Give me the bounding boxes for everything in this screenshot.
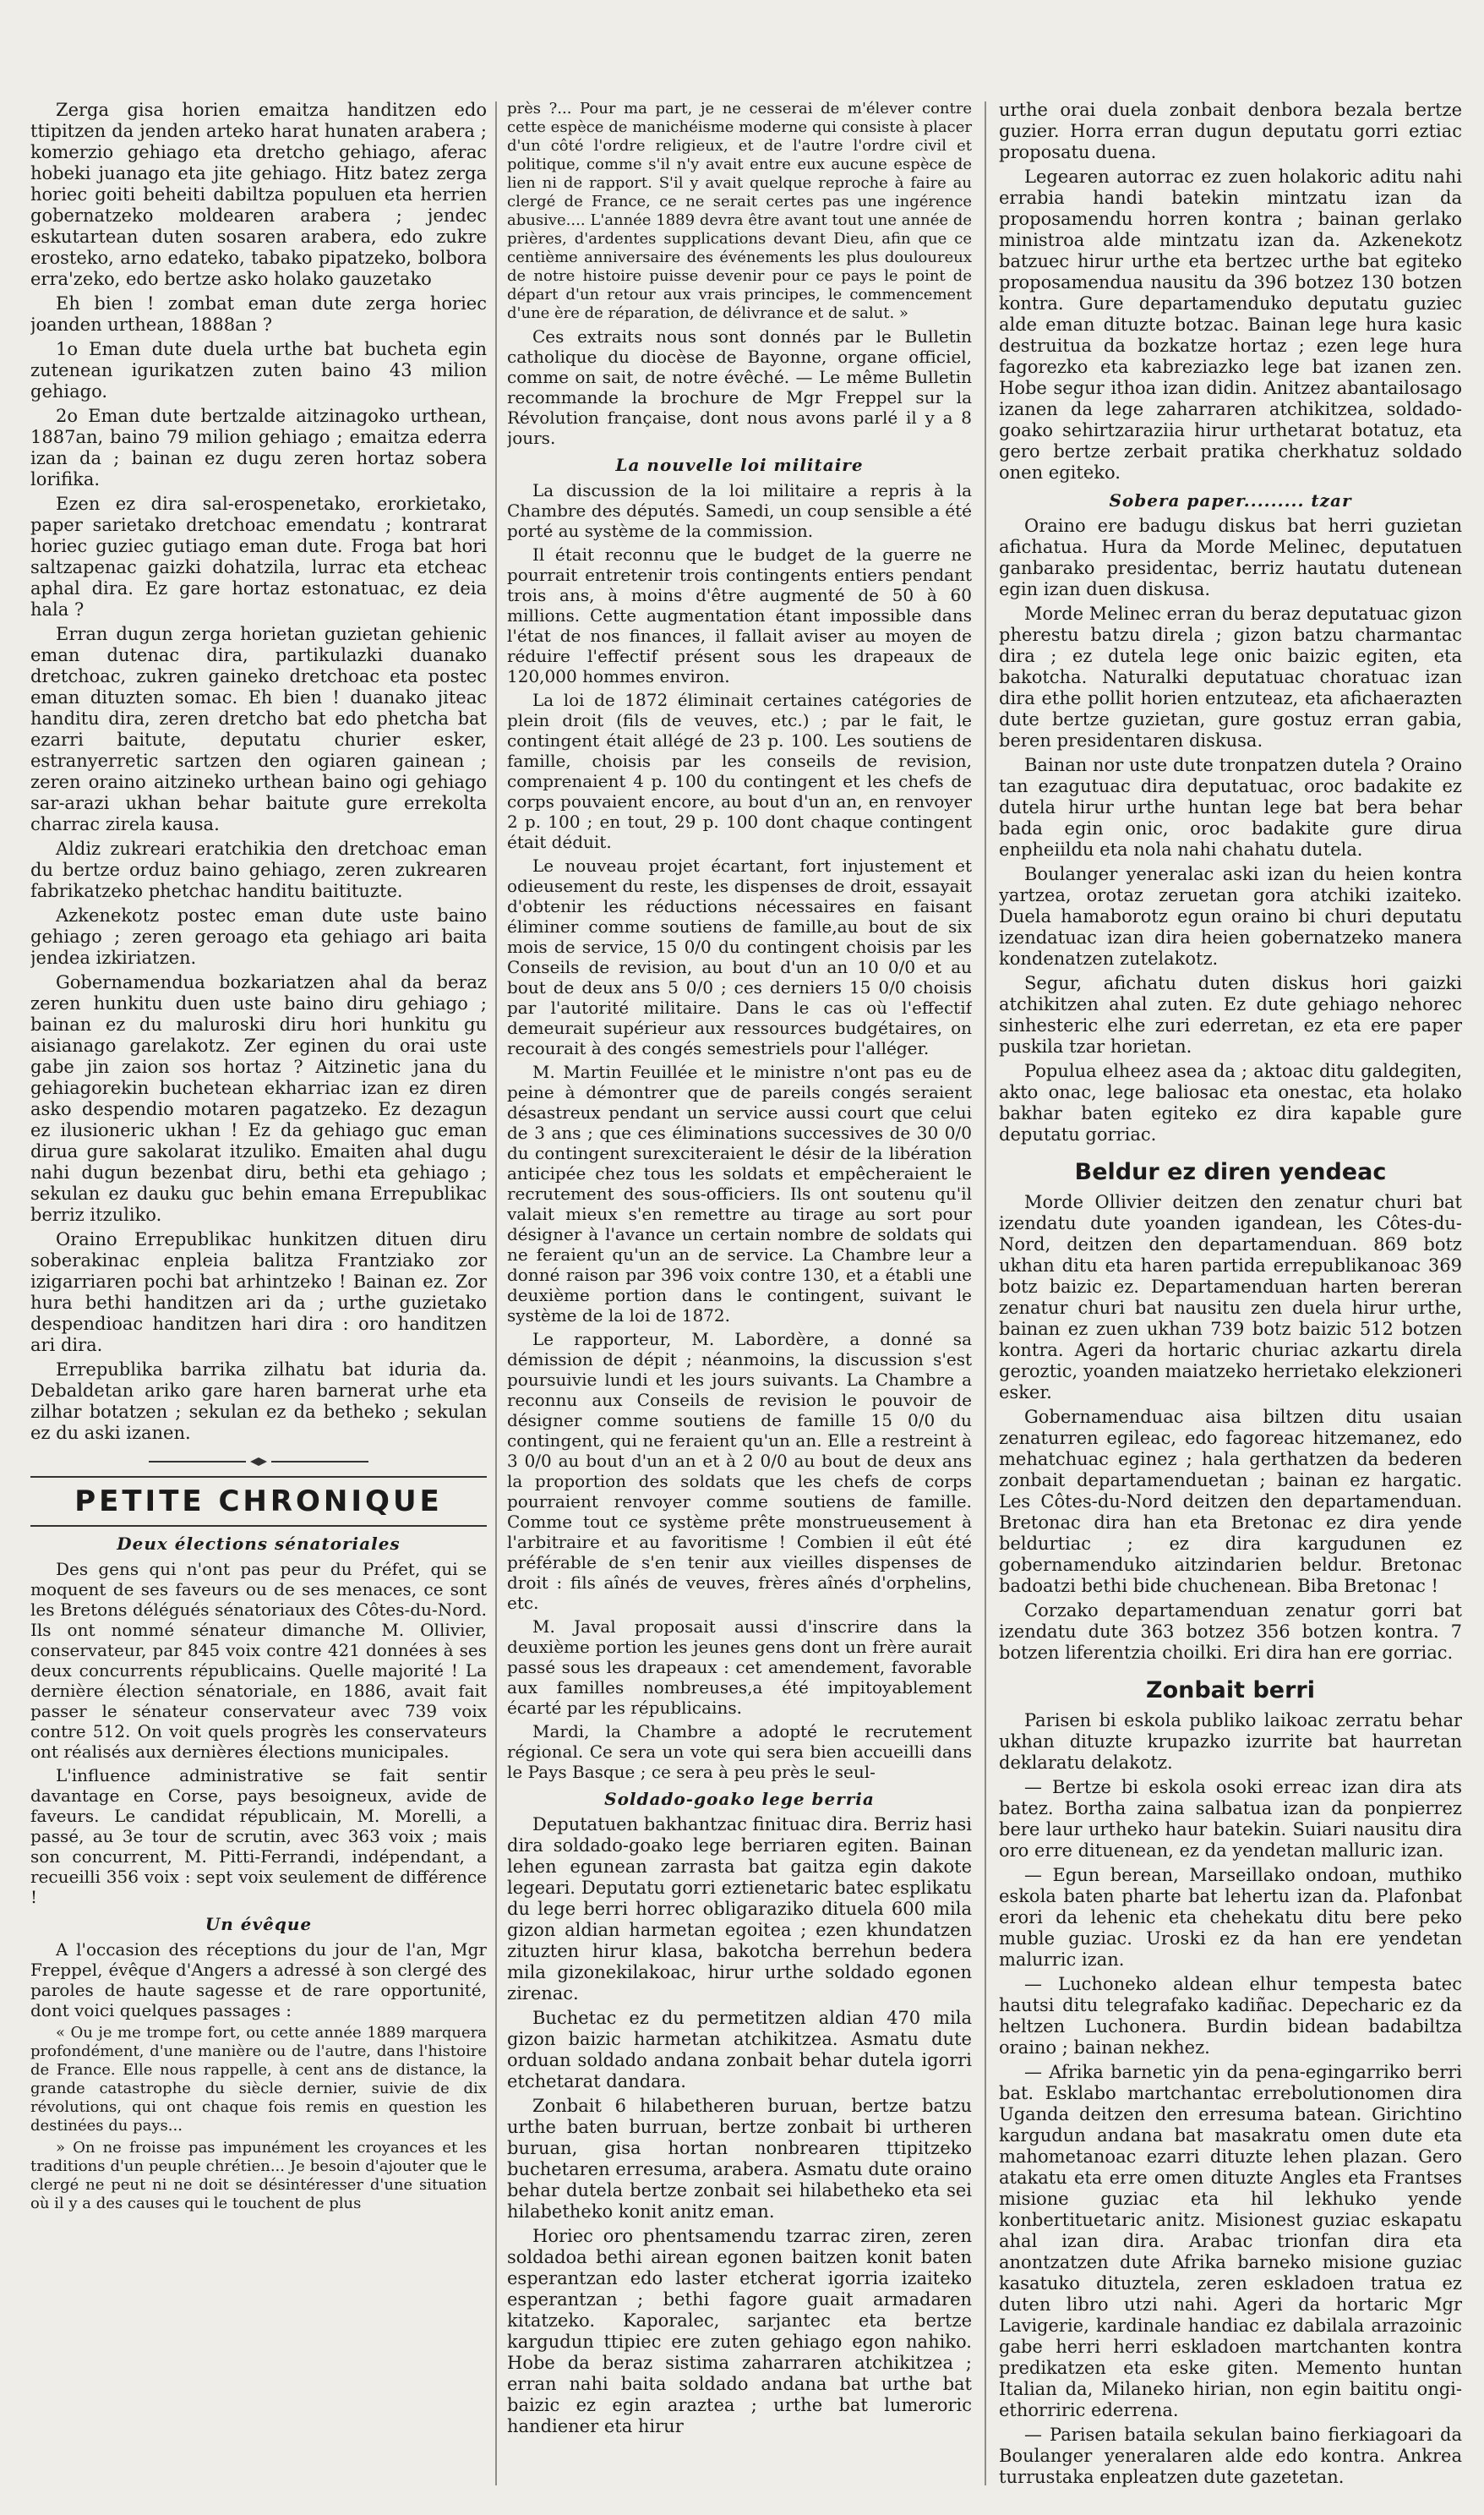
article-continuation [999,100,1462,484]
paragraph: — Bertze bi eskola osoki erreac izan dira ats batez. Bortha zaina salbatua izan da ponpierrez bere laur urtheko haur batekin. Suiari nausitu dira oro erre dituenean, ez da yendetan malluric izan. [999,1777,1462,1861]
paragraph: Eh bien ! zombat eman dute zerga horiec joanden urthean, 1888an ? [30,293,487,335]
paragraph: Segur, afichatu duten diskus hori gaizki atchikitzen ahal zuten. Ez dute gehiago nehorec sinhesteric elhe zuri ederretan, ez eta ere paper puskila tzar horietan. [999,973,1462,1057]
paragraph: Le rapporteur, M. Labordère, a donné sa démission de dépit ; néanmoins, la discussion s'est poursuivie lundi et les jours suivants. La Chambre a reconnu aux Conseils de revision le pouvoir de désigner comme soutiens de famille 15 0/0 du contingent, qui ne feraient qu'un an. Elle a restreint à 3 0/0 au bout d'un an et à 2 0/0 au bout de deux ans la proportion des soldats que les chefs de corps pourraient renvoyer comme soutiens de famille. Comme tout ce système prête monstrueusement à l'arbitraire et au favoritisme ! Combien il eût été préférable de s'en tenir aux vieilles dispenses de droit : fils aînés de veuves, frères aînés d'orphelins, etc. [507,1329,972,1613]
paragraph: Errepublika barrika zilhatu bat iduria da. Debaldetan ariko gare haren barnerat urhe eta zilhar botatzen ; sekulan ez da betheko ; sekulan ez du aski izanen. [30,1359,487,1443]
paragraph: Morde Ollivier deitzen den zenatur churi bat izendatu dute yoanden igandean, les Côtes-du-Nord, deitzen den departamenduan. 869 botz ukhan ditu eta haren partida errepublikanoac 369 botz baizic ez. Departamenduan harten bereran zenatur churi bat nausitu zen duela hirur urthe, bainan ez zuen ukhan 739 botz baizic 512 botzen kontra. Ageri da hortaric churiac azkartu direla geroztic, yoanden maiatzeko herrietako elekzioneri esker. [999,1192,1462,1402]
paragraph: Buchetac ez du permetitzen aldian 470 mila gizon baizic harmetan atchikitzea. Asmatu dute orduan soldado andana zonbait behar dutela igorri etchetarat dandara. [507,2008,972,2091]
paragraph: Erran dugun zerga horietan guzietan gehienic eman dutenac dira, partikulazki duanako dretchoac, zukren gaineko dretchoac eta postec eman dituzten somac. Eh bien ! duanako jiteac handitu dira, zeren dretcho bat edo phetcha bat ezarri baitute, deputatu churier esker, estranyerretic sartzen den ogiaren gainean ; zeren oraino aitzineko urthean baino ogi gehiago sar-arazi ukhan behar baitute gure errekolta charrac zirela kausa. [30,624,487,834]
paragraph: urthe orai duela zonbait denbora bezala bertze guzier. Horra erran dugun deputatu gorri eztiac proposatu duena. [999,100,1462,162]
paragraph: — Parisen bataila sekulan baino fierkiagoari da Boulanger yeneralaren alde edo kontra. Ankrea turrustaka enpleatzen dute gazetetan. [999,2425,1462,2487]
paragraph: Gobernamendua bozkariatzen ahal da beraz zeren hunkitu duen uste baino diru gehiago ; bainan ez du maluroski diru hori hunkitu gu aisianago garelakotz. Zer eginen du orai uste gabe jin zaion sos hortaz ? Aitzinetic jana du gehiagorekin buchetean ekharriac izan ez diren asko despendio motaren pagatzeko. Ez dezagun ez ilusioneric ukhan ! Ez da gehiago guc eman dirua gure sakolarat itzuliko. Emaiten ahal dugu nahi dugun bezenbat diru, bethi eta gehiago ; sekulan ez dauku guc behin emana Errepublikac berriz itzuliko. [30,972,487,1225]
paragraph: Bainan nor uste dute tronpatzen dutela ? Oraino tan ezagutuac dira deputatuac, oroc badakite ez dutela hirur urthe huntan lege bat bera behar bada egin onic, oroc badakite gure dirua enpheiildu eta nola nahi chahatu dutela. [999,755,1462,860]
subheading-un-eveque: Un évêque [205,1914,313,1934]
column-2 [507,100,972,2492]
paragraph: — Luchoneko aldean elhur tempesta batec hautsi ditu telegrafako kadiñac. Depecharic ez da heltzen Luchonera. Burdin bidean badabiltza oraino ; bainan nekhez. [999,1974,1462,2058]
paragraph: Zerga gisa horien emaitza handitzen edo ttipitzen da jenden arteko harat hunaten arabera ; komerzio gehiago eta dretcho gehiago, aferac hobeki juanago eta jite gehiago. Hitz batez zerga horiec goiti beheiti dabiltza populuen eta herrien gobernatzeko moldearen arabera ; jendec eskutartean duten sosaren arabera, edo zukre erosteko, arno edateko, tabako pipatzeko, bolbora erra'zeko, edo bertze asko holako gauzetako [30,100,487,289]
column-1 [30,100,487,2492]
paragraph: La loi de 1872 éliminait certaines catégories de plein droit (fils de veuves, etc.) ; par le fait, le contingent était allégé de 23 p. 100. Les soutiens de famille, choisis par les conseils de revision, comprenaient 4 p. 100 du contingent et les chefs de corps pouvaient encore, au bout d'un an, en renvoyer 2 p. 100 ; en tout, 29 p. 100 dont chaque contingent était déduit. [507,690,972,852]
paragraph: Populua elheez asea da ; aktoac ditu galdegiten, akto onac, lege baliosac eta onestac, eta holako bakhar baten egiteko ez dira kapable gure deputatu gorriac. [999,1061,1462,1145]
subheading-beldur-ez-diren: Beldur ez diren yendeac [1074,1159,1387,1185]
paragraph: Deputatuen bakhantzac finituac dira. Berriz hasi dira soldado-goako lege berriaren egiten. Bainan lehen egunean zarrasta bat gaitza egin dakote legeari. Deputatu gorri eztienetaric batec esplikatu du lege berri horrec obligaraziko dituela 600 mila gizon aldian harmetan egoitea ; ezen khundatzen zituzten hirur klasa, bakotcha berrehun bedera mila gizonekilakoac, hirur urthe soldado egonen zirenac. [507,1814,972,2004]
paragraph: Legearen autorrac ez zuen holakoric aditu nahi errabia handi batekin mintzatu izan da proposamendu horren kontra ; bainan gerlako ministroa alde mintzatu izan da. Azkenekotz batzuec hirur urthe eta bertzec urthe bat egiteko proposamendua nausitu da 396 botzez 130 botzen kontra. Gure departamenduko deputatu guziec alde eman dituzte botzac. Bainan lege hura kasic destruitua da bozkatze hortaz ; ezen lege hura fagorezko eta kabreziazko lege bat izanen zen. Hobe segur ithoa izan didin. Anitzez abantailosago izanen da lege zaharraren atchikitzea, soldado-goako sehirtzaraziia hirur urthetarat botatuz, eta gero bertze zerbait pratika cherkhatuz soldado onen egiteko. [999,167,1462,483]
paragraph: 1o Eman dute duela urthe bat bucheta egin zutenean igurikatzen zuten baino 43 milion gehiago. [30,339,487,402]
article-loi-militaire [507,480,972,1782]
paragraph: L'influence administrative se fait sentir davantage en Corse, pays besoigneux, avide de faveurs. Le candidat républicain, M. Morelli, a passé, au 3e tour de scrutin, avec 363 voix ; mais son concurrent, M. Pitti-Ferrandi, indépendant, a recueilli 356 voix : sept voix seulement de différence ! [30,1765,487,1907]
paragraph: Oraino ere badugu diskus bat herri guzietan afichatua. Hura da Morde Melinec, deputatuen ganbarako presidentac, berriz hautatu dutenean egin izan duen diskusa. [999,516,1462,599]
paragraph: Gobernamenduac aisa biltzen ditu usaian zenaturren egileac, edo fagoreac hitzemanez, edo mehatchuac eginez ; hala gerthatzen da bederen zonbait departamenduetan ; bainan ez hargatic. Les Côtes-du-Nord deitzen den departamenduan. Bretonac dira han eta Bretonac ez dira yende beldurtiac ; ez dira kargudunen ez gobernamenduko aitzindarien beldur. Bretonac badoatzi bethi bide chuchenean. Biba Bretonac ! [999,1407,1462,1596]
paragraph: Zonbait 6 hilabetheren buruan, bertze batzu urthe baten burruan, bertze zonbait bi urtheren buruan, gisa hortan nonbrearen ttipitzeko buchetaren erresuma, arabera. Asmatu dute oraino behar dutela bertze zonbait sei hilabetheko eta sei hilabetheko konit anitz eman. [507,2096,972,2222]
article-beldur-ez-diren [999,1192,1462,1664]
quote-paragraph: près ?... Pour ma part, je ne cesserai de m'élever contre cette espèce de manichéisme moderne qui consiste à placer d'un côté l'ordre religieux, et de l'autre l'ordre civil et politique, comme s'il n'y avait entre eux aucune espèce de lien ni de rapport. S'il y avait quelque reproche à faire au clergé de France, ce ne serait certes pas une ingérence abusive.... L'année 1889 devra être avant tout une année de prières, d'ardentes supplications devant Dieu, afin que ce centième anniversaire des événements les plus douloureux de notre histoire puisse devenir pour ce pays le point de départ d'un retour aux vrais principes, le commencement d'une ère de réparation, de délivrance et de salut. » [507,100,972,322]
paragraph: 2o Eman dute bertzalde aitzinagoko urthean, 1887an, baino 79 milion gehiago ; emaitza ederra izan da ; bainan ez dugu zeren hortaz sobera lorifika. [30,406,487,489]
paragraph: Morde Melinec erran du beraz deputatuac gizon pherestu batzu direla ; gizon batzu charmantac dira ; ez dutela lege onic baizic egiten, eta bakotcha. Naturalki deputatuac choratuac izan dira ethe pollit horien entzuteaz, eta afichaerazten dute bertze guzietan, gure gostuz erran gabia, beren presidentaren diskusa. [999,604,1462,751]
subheading-loi-militaire: La nouvelle loi militaire [615,455,864,475]
column-divider [985,101,986,2485]
paragraph: La discussion de la loi militaire a repris à la Chambre des députés. Samedi, un coup sensible a été porté au système de la commission. [507,480,972,541]
paragraph: Ezen ez dira sal-erospenetako, erorkietako, paper sarietako dretchoac emendatu ; kontrarat horiec guziec gutiago eman dute. Froga bat hori saltzapenac gaizki dohatzila, lurrac eta etcheac aphal dira. Ez gare hortaz estonatuac, ez deia hala ? [30,494,487,620]
paragraph: — Egun berean, Marseillako ondoan, muthiko eskola baten pharte bat lehertu izan da. Plafonbat erori da lehenic eta chehekatu ditu bere peko muble guziac. Uroski ez da han ere yendetan malurric izan. [999,1865,1462,1970]
paragraph: A l'occasion des réceptions du jour de l'an, Mgr Freppel, évêque d'Angers a adressé à son clergé des paroles de haute sagesse et de rare opportunité, dont voici quelques passages : [30,1939,487,2020]
article-zonbait-berri [999,1710,1462,2488]
subheading-sobera-paper: Sobera paper......... tzar [1109,490,1352,511]
paragraph: Il était reconnu que le budget de la guerre ne pourrait entretenir trois contingents entiers pendant trois ans, à moins d'être augmenté de 50 à 60 millions. Cette augmentation étant impossible dans l'état de nos finances, il fallait aviser au moyen de réduire l'effectif présent sous les drapeaux de 120,000 hommes environ. [507,544,972,686]
paragraph: M. Javal proposait aussi d'inscrire dans la deuxième portion les jeunes gens dont un frère aurait passé sous les drapeaux : cet amendement, favorable aux familles nombreuses,a été impitoyablement écarté par les républicains. [507,1616,972,1718]
subheading-soldado-goako: Soldado-goako lege berria [604,1789,875,1809]
paragraph: M. Martin Feuillée et le ministre n'ont pas eu de peine à démontrer que de pareils congés seraient désastreux pendant un service aussi court que celui de 3 ans ; que ces éliminations successives de 30 0/0 du contingent surexciteraient le désir de la libération anticipée chez tous les soldats et empêcheraient le recrutement des sous-officiers. Ils ont soutenu qu'il valait mieux s'en remettre au tirage au sort pour désigner à l'avance un certain nombre de soldats qui ne feraient qu'un an de service. La Chambre leur a donné raison par 396 voix contre 130, et a établi une deuxième portion dans le contingent, suivant le système de la loi de 1872. [507,1062,972,1326]
paragraph: Azkenekotz postec eman dute uste baino gehiago ; zeren geroago eta gehiago ari baita jendea izkiriatzen. [30,905,487,968]
paragraph: Corzako departamenduan zenatur gorri bat izendatu dute 363 botzez 356 botzen kontra. 7 botzen liferentzia choilki. Eri dira han ere gorriac. [999,1600,1462,1663]
paragraph: Des gens qui n'ont pas peur du Préfet, qui se moquent de ses faveurs ou de ses menaces, ce sont les Bretons délégués sénatoriaux des Côtes-du-Nord. Ils ont nommé sénateur dimanche M. Ollivier, conservateur, par 845 voix contre 421 données à ses deux concurrents républicains. Quelle majorité ! La dernière élection sénatoriale, en 1886, avait fait passer le sénateur conservateur avec 739 voix contre 512. On voit quels progrès les conservateurs ont réalisés aux dernières élections municipales. [30,1559,487,1762]
subheading-zonbait-berri: Zonbait berri [1146,1677,1315,1703]
paragraph: Mardi, la Chambre a adopté le recrutement régional. Ce sera un vote qui sera bien accueilli dans le Pays Basque ; ce sera à peu près le seul- [507,1721,972,1782]
paragraph: Horiec oro phentsamendu tzarrac ziren, zeren soldadoa bethi airean egonen baitzen konit baten esperantzan edo laster etcherat igorria izaiteko esperantzan ; bethi fagore guait armadaren kitatzeko. Kaporalec, sarjantec eta bertze kargudun ttipiec ere zuten gehiago egon nahiko. Hobe da beraz sistima zaharraren atchikitzea ; erran nahi baita soldado andana bat urthe bat baizic ez egin araztea ; urthe bat lumeroric handiener eta hirur [507,2226,972,2436]
column-3 [999,100,1462,2492]
section-heading-petite-chronique: PETITE CHRONIQUE [30,1476,487,1527]
paragraph: — Afrika barnetic yin da pena-egingarriko berri bat. Esklabo martchantac errebolutionomen dira Uganda deitzen den erresuma batean. Girichtino kargudun andana bat masakratu omen dute eta mahometanoac ezarri dituzte lehen plazan. Gero atakatu eta erre omen dituzte Angles eta Frantses misione guziac eta hil lekhuko yende konbertituetaric anitz. Misionest guziac eskapatu ahal izan dira. Arabac trionfan dira eta anontzatzen dute Afrika barneko misione guziac kasatuko dituztela, zeren eskladoen tratua ez duten libro utzi nahi. Ageri da hortaric Mgr Lavigerie, kardinale handiac ez dabilala arrazoinic gabe herri herri eskladoen martchanten kontra predikatzen eta eske giten. Memento huntan Italian da, Milaneko hirian, non egin baititu ongi-ethorriric ederrena. [999,2062,1462,2420]
subheading-senatorial-elections: Deux élections sénatoriales [117,1534,401,1554]
paragraph: Le nouveau projet écartant, fort injustement et odieusement du reste, les dispenses de droit, essayait d'obtenir les réductions nécessaires en faisant éliminer comme soutiens de famille,au bout de six mois de service, 15 0/0 du contingent choisis par les Conseils de revision, au bout d'un an 10 0/0 et au bout de deux ans 5 0/0 ; ces derniers 15 0/0 choisis par l'autorité militaire. Dans le cas où l'effectif demeurait supérieur aux ressources budgétaires, on recourait à des congés semestriels pour l'alléger. [507,856,972,1058]
paragraph: Parisen bi eskola publiko laikoac zerratu behar ukhan dituzte krupazko izurrite bat haurretan deklaratu delakotz. [999,1710,1462,1773]
quote-paragraph: » On ne froisse pas impunément les croyances et les traditions d'un peuple chrétien... Je besoin d'ajouter que le clergé ne peut ni ne doit se désintéresser d'une situation où il y a des causes qui le touchent de plus [30,2139,487,2212]
column-divider [495,101,497,2485]
quote-paragraph: « Ou je me trompe fort, ou cette année 1889 marquera profondément, d'une manière ou de l'autre, dans l'histoire de France. Elle nous rappelle, à cent ans de distance, la grande catastrophe du siècle dernier, suivie de dix révolutions, qui ont chaque fois remis en question les destinées du pays... [30,2024,487,2135]
article-soldado-goako [507,1814,972,2437]
article-sobera-paper [999,516,1462,1145]
paragraph: Aldiz zukreari eratchikia den dretchoac eman du bertze orduz baino gehiago, zeren zukrearen fabrikatzeko phetchac handitu baitituzte. [30,839,487,901]
paragraph: Boulanger yeneralac aski izan du heien kontra yartzea, orotaz zeruetan gora atchiki izaiteko. Duela hamaborotz egun oraino bi churi deputatu izendatuac izan dira heien gobernatzeko manera kondenatzen zutelakotz. [999,864,1462,969]
basque-article [30,100,487,1444]
paragraph: Ces extraits nous sont donnés par le Bulletin catholique du diocèse de Bayonne, organe officiel, comme on sait, de notre évêché. — Le même Bulletin recommande la brochure de Mgr Freppel sur la Révolution française, dont nous avons parlé il y a 8 jours. [507,326,972,448]
paragraph: Oraino Errepublikac hunkitzen dituen diru soberakinac enpleia balitza Frantziako zor izigarriaren pochi bat arhintzeko ! Bainan ez. Zor hura bethi handitzen ari da ; urthe guzietako despendioac handitzen hari dira : oro handitzen ari dira. [30,1229,487,1355]
ornament-divider-icon [132,1456,385,1468]
